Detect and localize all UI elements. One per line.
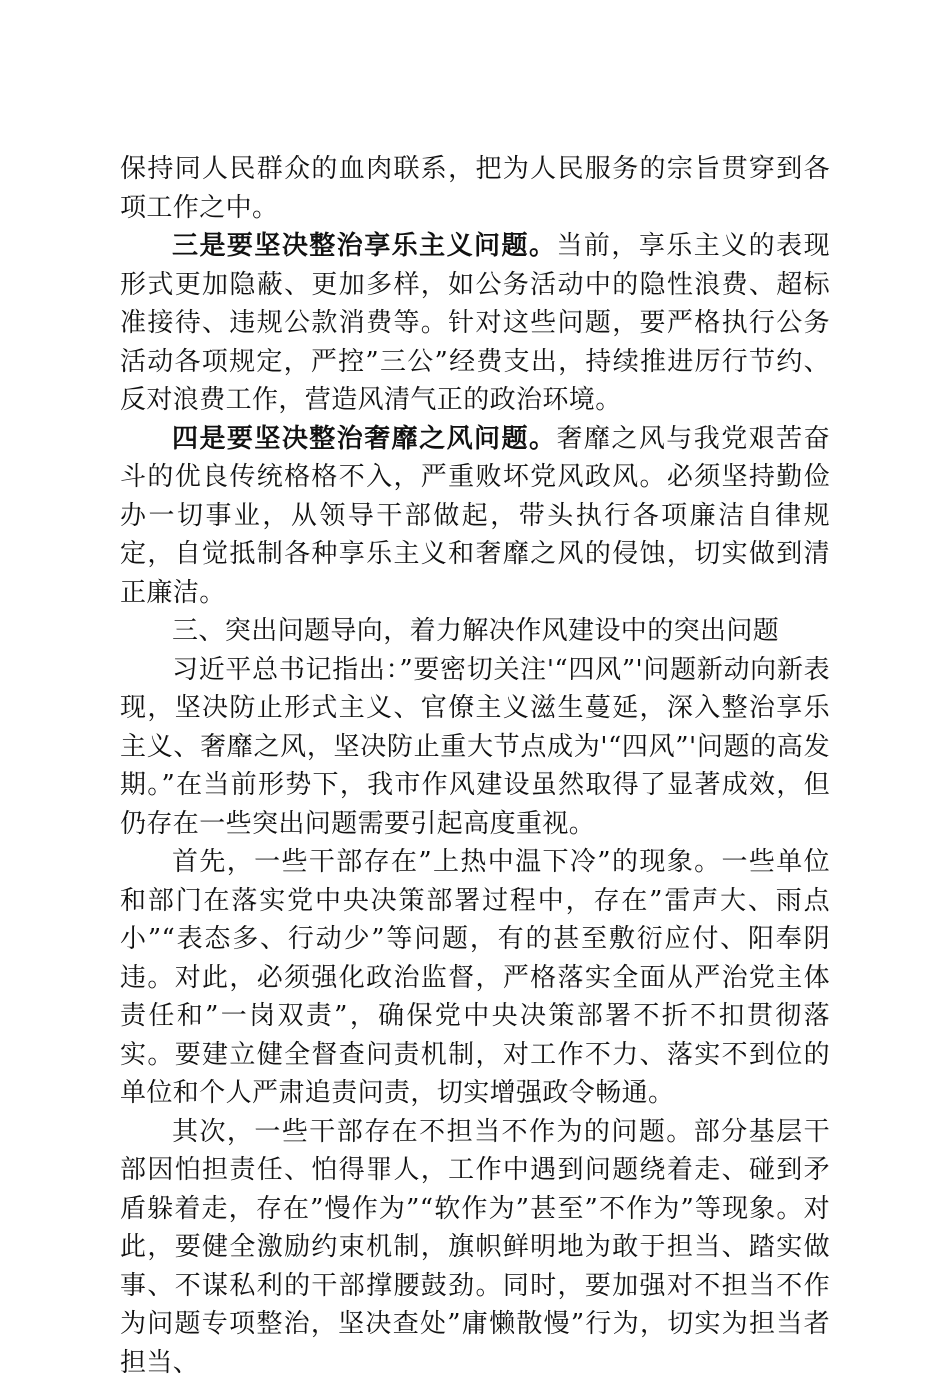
section-heading: 三、突出问题导向，着力解决作风建设中的突出问题: [120, 612, 830, 651]
paragraph-text: 当前，享乐主义的表现形式更加隐蔽、更加多样，如公务活动中的隐性浪费、超标准接待、违规公款消费等。针对这些问题，要严格执行公务活动各项规定，严控”三公”经费支出，持续推进厉行节约、反对浪费工作，营造风清气正的政治环境。: [120, 231, 830, 415]
paragraph-lead: 四是要坚决整治奢靡之风问题。: [172, 424, 556, 454]
paragraph-first: [120, 843, 830, 1113]
paragraph-text: 保持同人民群众的血肉联系，把为人民服务的宗旨贯穿到各项工作之中。: [120, 154, 830, 223]
paragraph-extravagance: [120, 420, 830, 613]
paragraph-text: 奢靡之风与我党艰苦奋斗的优良传统格格不入，严重败坏党风政风。必须坚持勤俭办一切事业，从领导干部做起，带头执行各项廉洁自律规定，自觉抵制各种享乐主义和奢靡之风的侵蚀，切实做到清正廉洁。: [120, 424, 830, 608]
paragraph-continuation: [120, 150, 830, 227]
paragraph-text: 首先，一些干部存在”上热中温下冷”的现象。一些单位和部门在落实党中央决策部署过程中，存在”雷声大、雨点小”“表态多、行动少”等问题，有的甚至敷衍应付、阳奉阴违。对此，必须强化政治监督，严格落实全面从严治党主体责任和”一岗双责”，确保党中央决策部署不折不扣贯彻落实。要建立健全督查问责机制，对工作不力、落实不到位的单位和个人严肃追责问责，切实增强政令畅通。: [120, 847, 830, 1108]
paragraph-second: [120, 1113, 830, 1382]
paragraph-hedonism: [120, 227, 830, 420]
paragraph-quote: [120, 651, 830, 844]
paragraph-lead: 三是要坚决整治享乐主义问题。: [172, 231, 556, 261]
document-body: [120, 150, 830, 1382]
paragraph-text: 其次，一些干部存在不担当不作为的问题。部分基层干部因怕担责任、怕得罪人，工作中遇到问题绕着走、碰到矛盾躲着走，存在”慢作为”“软作为”甚至”不作为”等现象。对此，要健全激励约束机制，旗帜鲜明地为敢于担当、踏实做事、不谋私利的干部撑腰鼓劲。同时，要加强对不担当不作为问题专项整治，坚决查处”庸懒散慢”行为，切实为担当者担当、: [120, 1117, 830, 1378]
paragraph-text: 习近平总书记指出：”要密切关注'“四风”'问题新动向新表现，坚决防止形式主义、官僚主义滋生蔓延，深入整治享乐主义、奢靡之风，坚决防止重大节点成为'“四风”'问题的高发期。”在当前形势下，我市作风建设虽然取得了显著成效，但仍存在一些突出问题需要引起高度重视。: [120, 655, 830, 839]
